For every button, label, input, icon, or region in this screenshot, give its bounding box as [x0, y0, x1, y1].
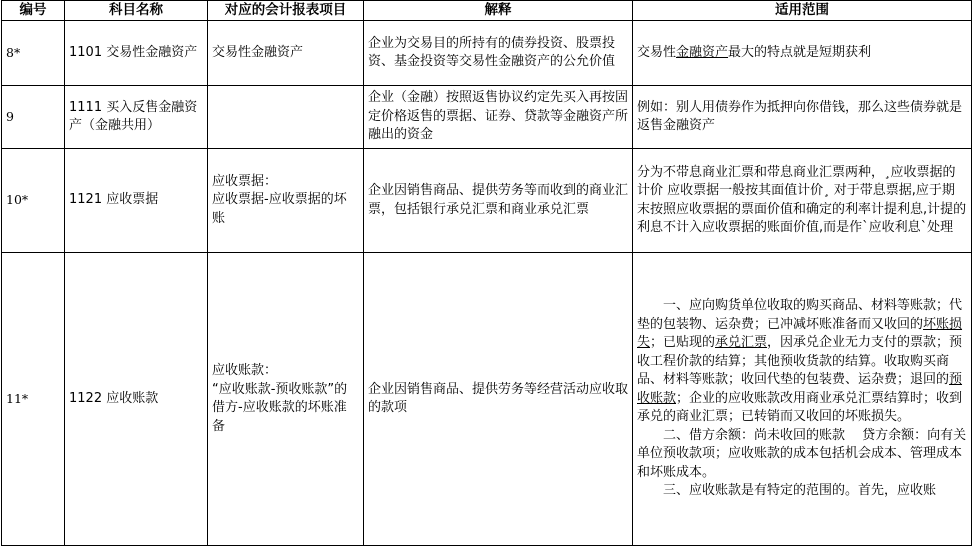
row-explanation: 企业因销售商品、提供劳务等经营活动应收取的款项: [364, 253, 633, 546]
scope-text: 交易性: [637, 44, 677, 60]
header-scope: 适用范围: [633, 1, 972, 21]
table-row: [2, 86, 972, 149]
row-report-item: [208, 86, 364, 149]
row-explanation: 企业（金融）按照返售协议约定先买入再按固定价格返售的票据、证券、贷款等金融资产所融出的资金: [364, 86, 633, 149]
report-item-detail: 应收票据-应收票据的坏账: [212, 192, 347, 226]
table-row: [2, 149, 972, 253]
row-scope: [633, 21, 972, 86]
row-scope: 分为不带息商业汇票和带息商业汇票两种，¸应收票据的计价 应收票据一般按其面值计价¸ 对于带息票据,应于期末按照应收票据的票面价值和确定的利率计提利息,计提的利息不计入应收票据的账面价值,而是作`应收利息`处理: [633, 149, 972, 253]
header-report-item: 对应的会计报表项目: [208, 1, 364, 21]
table-row: [2, 21, 972, 86]
row-report-item: [208, 253, 364, 546]
bad-debt-loss-link[interactable]: 坏账损失: [637, 316, 963, 351]
header-subject: 科目名称: [65, 1, 208, 21]
row-subject: 1121 应收票据: [65, 149, 208, 253]
report-item-title: 应收账款：: [212, 363, 278, 378]
advance-receipts-link[interactable]: 预收账款: [637, 372, 963, 406]
report-item-detail: “应收账款-预收账款”的借方-应收账款的坏账准备: [212, 381, 348, 434]
table-row: [2, 253, 972, 546]
header-number: 编号: [2, 1, 65, 21]
scope-term: 金融资产: [663, 118, 716, 133]
row-scope: [633, 253, 972, 546]
scope-text: 最大的特点就是短期获利: [728, 44, 872, 60]
header-row: [2, 1, 972, 21]
row-explanation: 企业因销售商品、提供劳务等而收到的商业汇票，包括银行承兑汇票和商业承兑汇票: [364, 149, 633, 253]
scope-paragraph-3: 三、应收账款是有特定的范围的。首先，应收账: [663, 483, 937, 499]
row-subject: 1111 买入反售金融资产（金融共用）: [65, 86, 208, 149]
row-subject: 1101 交易性金融资产: [65, 21, 208, 86]
row-number: 9: [2, 86, 65, 149]
scope-text: 例如：别人用债券作为抵押向你借钱，那么这些债券就是返售: [637, 99, 963, 133]
scope-paragraph-1: 一、应向购货单位收取的购买商品、材料等账款；代垫的包装物、运杂费；已冲减坏账准备而又收回的坏账损失；已贴现的承兑汇票，因承兑企业无力支付的票款；预收工程价款的结算；其他预收货款的结算。收取购买商品、材料等账款；收回代垫的包装费、运杂费；退回的预收账款；企业的应收账款改用商业承兑汇票结算时；收到承兑的商业汇票；已转销而又收回的坏账损失。: [637, 298, 963, 425]
financial-assets-link[interactable]: 金融资产: [676, 44, 729, 60]
acceptance-bill-link[interactable]: 承兑汇票: [715, 335, 768, 351]
row-explanation: 企业为交易目的所持有的债券投资、股票投资、基金投资等交易性金融资产的公允价值: [364, 21, 633, 86]
row-number: 10*: [2, 149, 65, 253]
scope-paragraph-2: 二、借方余额：尚未收回的账款 贷方余额：向有关单位预收款项；应收账款的成本包括机会成本、管理成本和坏账成本。: [637, 427, 967, 480]
row-report-item: 交易性金融资产: [208, 21, 364, 86]
header-explanation: 解释: [364, 1, 633, 21]
report-item-title: 应收票据：: [212, 173, 278, 189]
row-scope: [633, 86, 972, 149]
row-number: 8*: [2, 21, 65, 86]
accounting-subjects-table: [1, 0, 972, 546]
row-number: 11*: [2, 253, 65, 546]
row-report-item: [208, 149, 364, 253]
row-subject: 1122 应收账款: [65, 253, 208, 546]
